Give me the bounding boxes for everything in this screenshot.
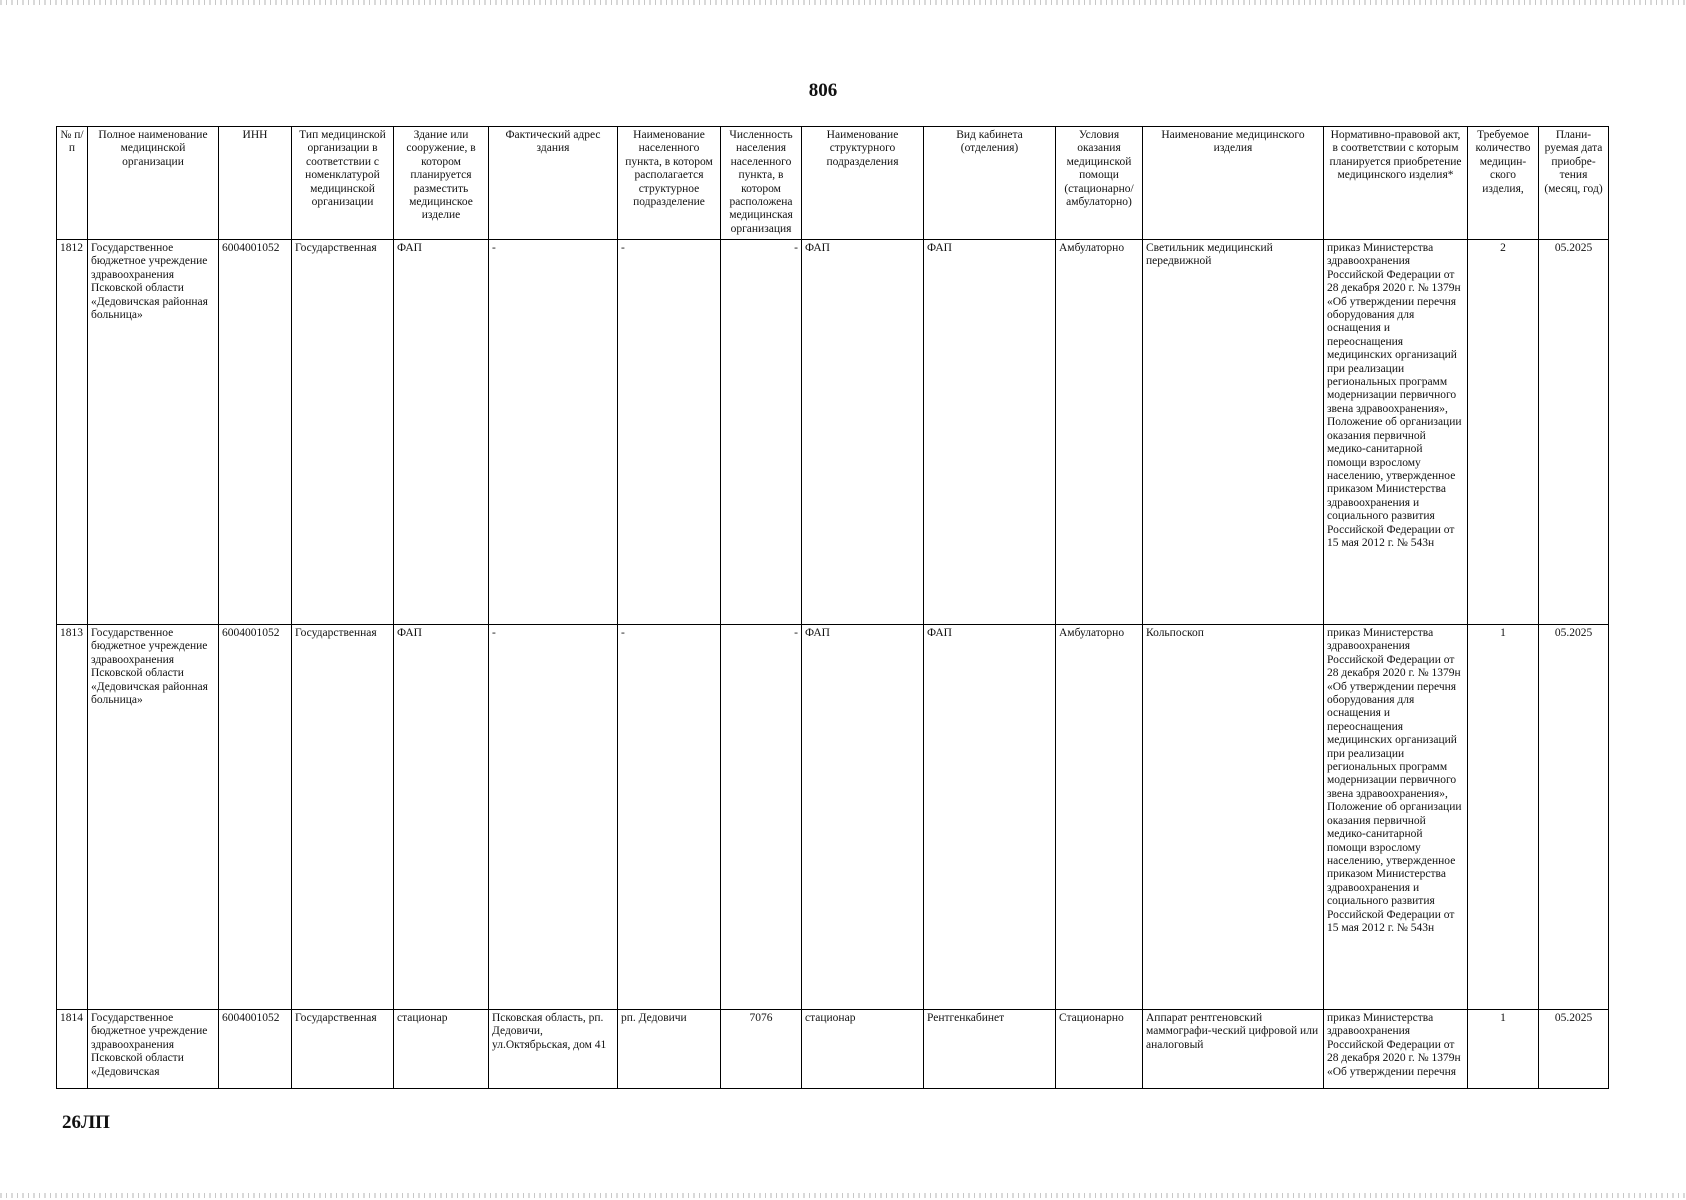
header-building: Здание или сооружение, в котором планируется разместить медицинское изделие <box>394 127 489 240</box>
cell-building: ФАП <box>394 240 489 625</box>
header-legal-act: Нормативно-правовой акт, в соответствии с которым планируется приобретение медицинского изделия* <box>1324 127 1468 240</box>
header-inn: ИНН <box>219 127 292 240</box>
footer-code: 26ЛП <box>62 1112 110 1133</box>
cell-quantity: 1 <box>1468 1010 1539 1089</box>
cell-division: ФАП <box>802 625 924 1010</box>
table-row <box>57 625 1609 1010</box>
cell-building: стационар <box>394 1010 489 1089</box>
cell-legal-act: приказ Министерства здравоохранения Российской Федерации от 28 декабря 2020 г. № 1379н «Об утверждении перечня оборудования для оснащения и переоснащения медицинских организаций при реализации региональных программ модернизации первичного звена здравоохранения», Положение об организации оказания первичной медико-санитарной помощи взрослому населению, утвержденное приказом Министерства здравоохранения и социального развития Российской Федерации от 15 мая 2012 г. № 543н <box>1324 625 1468 1010</box>
cell-legal-act: приказ Министерства здравоохранения Российской Федерации от 28 декабря 2020 г. № 1379н «Об утверждении перечня <box>1324 1010 1468 1089</box>
cell-cabinet: Рентгенкабинет <box>924 1010 1056 1089</box>
header-division: Наименование структурного подразделения <box>802 127 924 240</box>
header-org-type: Тип медицинской организации в соответствии с номенклатурой медицинской организации <box>292 127 394 240</box>
cell-org-type: Государственная <box>292 1010 394 1089</box>
header-number: № п/п <box>57 127 88 240</box>
cell-device: Кольпоскоп <box>1143 625 1324 1010</box>
cell-conditions: Стационарно <box>1056 1010 1143 1089</box>
cell-date: 05.2025 <box>1539 625 1609 1010</box>
cell-settlement: рп. Дедовичи <box>618 1010 721 1089</box>
cell-address: Псковская область, рп. Дедовичи, ул.Октябрьская, дом 41 <box>489 1010 618 1089</box>
cell-quantity: 2 <box>1468 240 1539 625</box>
cell-inn: 6004001052 <box>219 625 292 1010</box>
cell-settlement: - <box>618 240 721 625</box>
table-header-row <box>57 127 1609 240</box>
cell-legal-act: приказ Министерства здравоохранения Российской Федерации от 28 декабря 2020 г. № 1379н «Об утверждении перечня оборудования для оснащения и переоснащения медицинских организаций при реализации региональных программ модернизации первичного звена здравоохранения», Положение об организации оказания первичной медико-санитарной помощи взрослому населению, утвержденное приказом Министерства здравоохранения и социального развития Российской Федерации от 15 мая 2012 г. № 543н <box>1324 240 1468 625</box>
cell-cabinet: ФАП <box>924 240 1056 625</box>
cell-device: Аппарат рентгеновский маммографи-ческий цифровой или аналоговый <box>1143 1010 1324 1089</box>
cell-division: стационар <box>802 1010 924 1089</box>
scan-edge-top <box>0 0 1686 5</box>
cell-address: - <box>489 240 618 625</box>
cell-org-name: Государственное бюджетное учреждение здравоохранения Псковской области «Дедовичская <box>88 1010 219 1089</box>
cell-population: - <box>721 625 802 1010</box>
header-address: Фактический адрес здания <box>489 127 618 240</box>
header-org-name: Полное наименование медицинской организации <box>88 127 219 240</box>
cell-conditions: Амбулаторно <box>1056 240 1143 625</box>
cell-division: ФАП <box>802 240 924 625</box>
cell-cabinet: ФАП <box>924 625 1056 1010</box>
cell-settlement: - <box>618 625 721 1010</box>
header-cabinet: Вид кабинета (отделения) <box>924 127 1056 240</box>
cell-building: ФАП <box>394 625 489 1010</box>
table-row <box>57 240 1609 625</box>
page-number: 806 <box>808 80 838 101</box>
cell-population: - <box>721 240 802 625</box>
cell-org-type: Государственная <box>292 240 394 625</box>
cell-conditions: Амбулаторно <box>1056 625 1143 1010</box>
cell-address: - <box>489 625 618 1010</box>
cell-date: 05.2025 <box>1539 1010 1609 1089</box>
cell-quantity: 1 <box>1468 625 1539 1010</box>
header-quantity: Требуемое количество медицин-ского изделия, <box>1468 127 1539 240</box>
cell-org-name: Государственное бюджетное учреждение здравоохранения Псковской области «Дедовичская районная больница» <box>88 625 219 1010</box>
cell-org-name: Государственное бюджетное учреждение здравоохранения Псковской области «Дедовичская районная больница» <box>88 240 219 625</box>
cell-number: 1813 <box>57 625 88 1010</box>
header-conditions: Условия оказания медицинской помощи (стационарно/ амбулаторно) <box>1056 127 1143 240</box>
cell-inn: 6004001052 <box>219 240 292 625</box>
header-population: Численность населения населенного пункта, в котором расположена медицинская организация <box>721 127 802 240</box>
cell-date: 05.2025 <box>1539 240 1609 625</box>
equipment-table <box>56 126 1609 1089</box>
header-settlement: Наименование населенного пункта, в котором располагается структурное подразделение <box>618 127 721 240</box>
cell-inn: 6004001052 <box>219 1010 292 1089</box>
table-row <box>57 1010 1609 1089</box>
scan-edge-bottom <box>0 1193 1686 1198</box>
cell-device: Светильник медицинский передвижной <box>1143 240 1324 625</box>
cell-number: 1814 <box>57 1010 88 1089</box>
cell-population: 7076 <box>721 1010 802 1089</box>
cell-number: 1812 <box>57 240 88 625</box>
header-device: Наименование медицинского изделия <box>1143 127 1324 240</box>
cell-org-type: Государственная <box>292 625 394 1010</box>
header-date: Плани-руемая дата приобре-тения (месяц, год) <box>1539 127 1609 240</box>
